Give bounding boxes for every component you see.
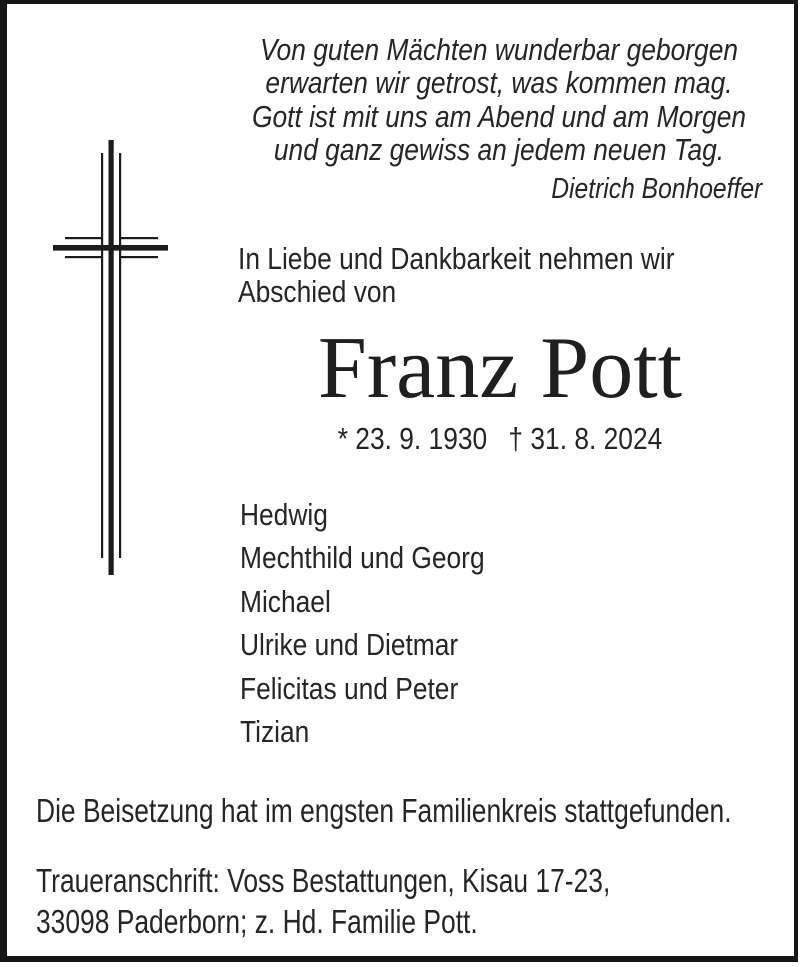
mourner-name: Hedwig: [240, 497, 328, 532]
quote-line: Gott ist mit uns am Abend und am Morgen: [251, 98, 747, 134]
mourner-name: Michael: [240, 583, 331, 619]
quote-attribution: Dietrich Bonhoeffer: [550, 173, 762, 205]
cross-icon: [50, 137, 172, 579]
farewell-intro: [238, 242, 675, 309]
farewell-intro-line: Abschied von: [238, 274, 397, 310]
death-date: † 31. 8. 2024: [508, 421, 663, 456]
mourner-name: Tizian: [240, 714, 310, 750]
mourners-list: [240, 493, 485, 753]
opening-quote: [244, 33, 754, 167]
condolence-address: [36, 860, 610, 943]
burial-note: Die Beisetzung hat im engsten Familienkreis stattgefunden.: [36, 792, 732, 829]
condolence-address-line: 33098 Paderborn; z. Hd. Familie Pott.: [36, 903, 478, 941]
mourner-name: Mechthild und Georg: [240, 540, 485, 576]
birth-date: * 23. 9. 1930: [337, 421, 488, 456]
deceased-name: Franz Pott: [317, 320, 683, 417]
condolence-address-line: Traueranschrift: Voss Bestattungen, Kisau 17-23,: [36, 862, 611, 899]
farewell-intro-line: In Liebe und Dankbarkeit nehmen wir: [238, 241, 675, 276]
mourner-name: Felicitas und Peter: [240, 670, 459, 706]
quote-line: erwarten wir getrost, was kommen mag.: [265, 65, 733, 101]
quote-line: und ganz gewiss an jedem neuen Tag.: [273, 132, 725, 168]
quote-line: Von guten Mächten wunderbar geborgen: [259, 32, 739, 67]
life-dates: [330, 421, 670, 457]
mourner-name: Ulrike und Dietmar: [240, 627, 459, 663]
